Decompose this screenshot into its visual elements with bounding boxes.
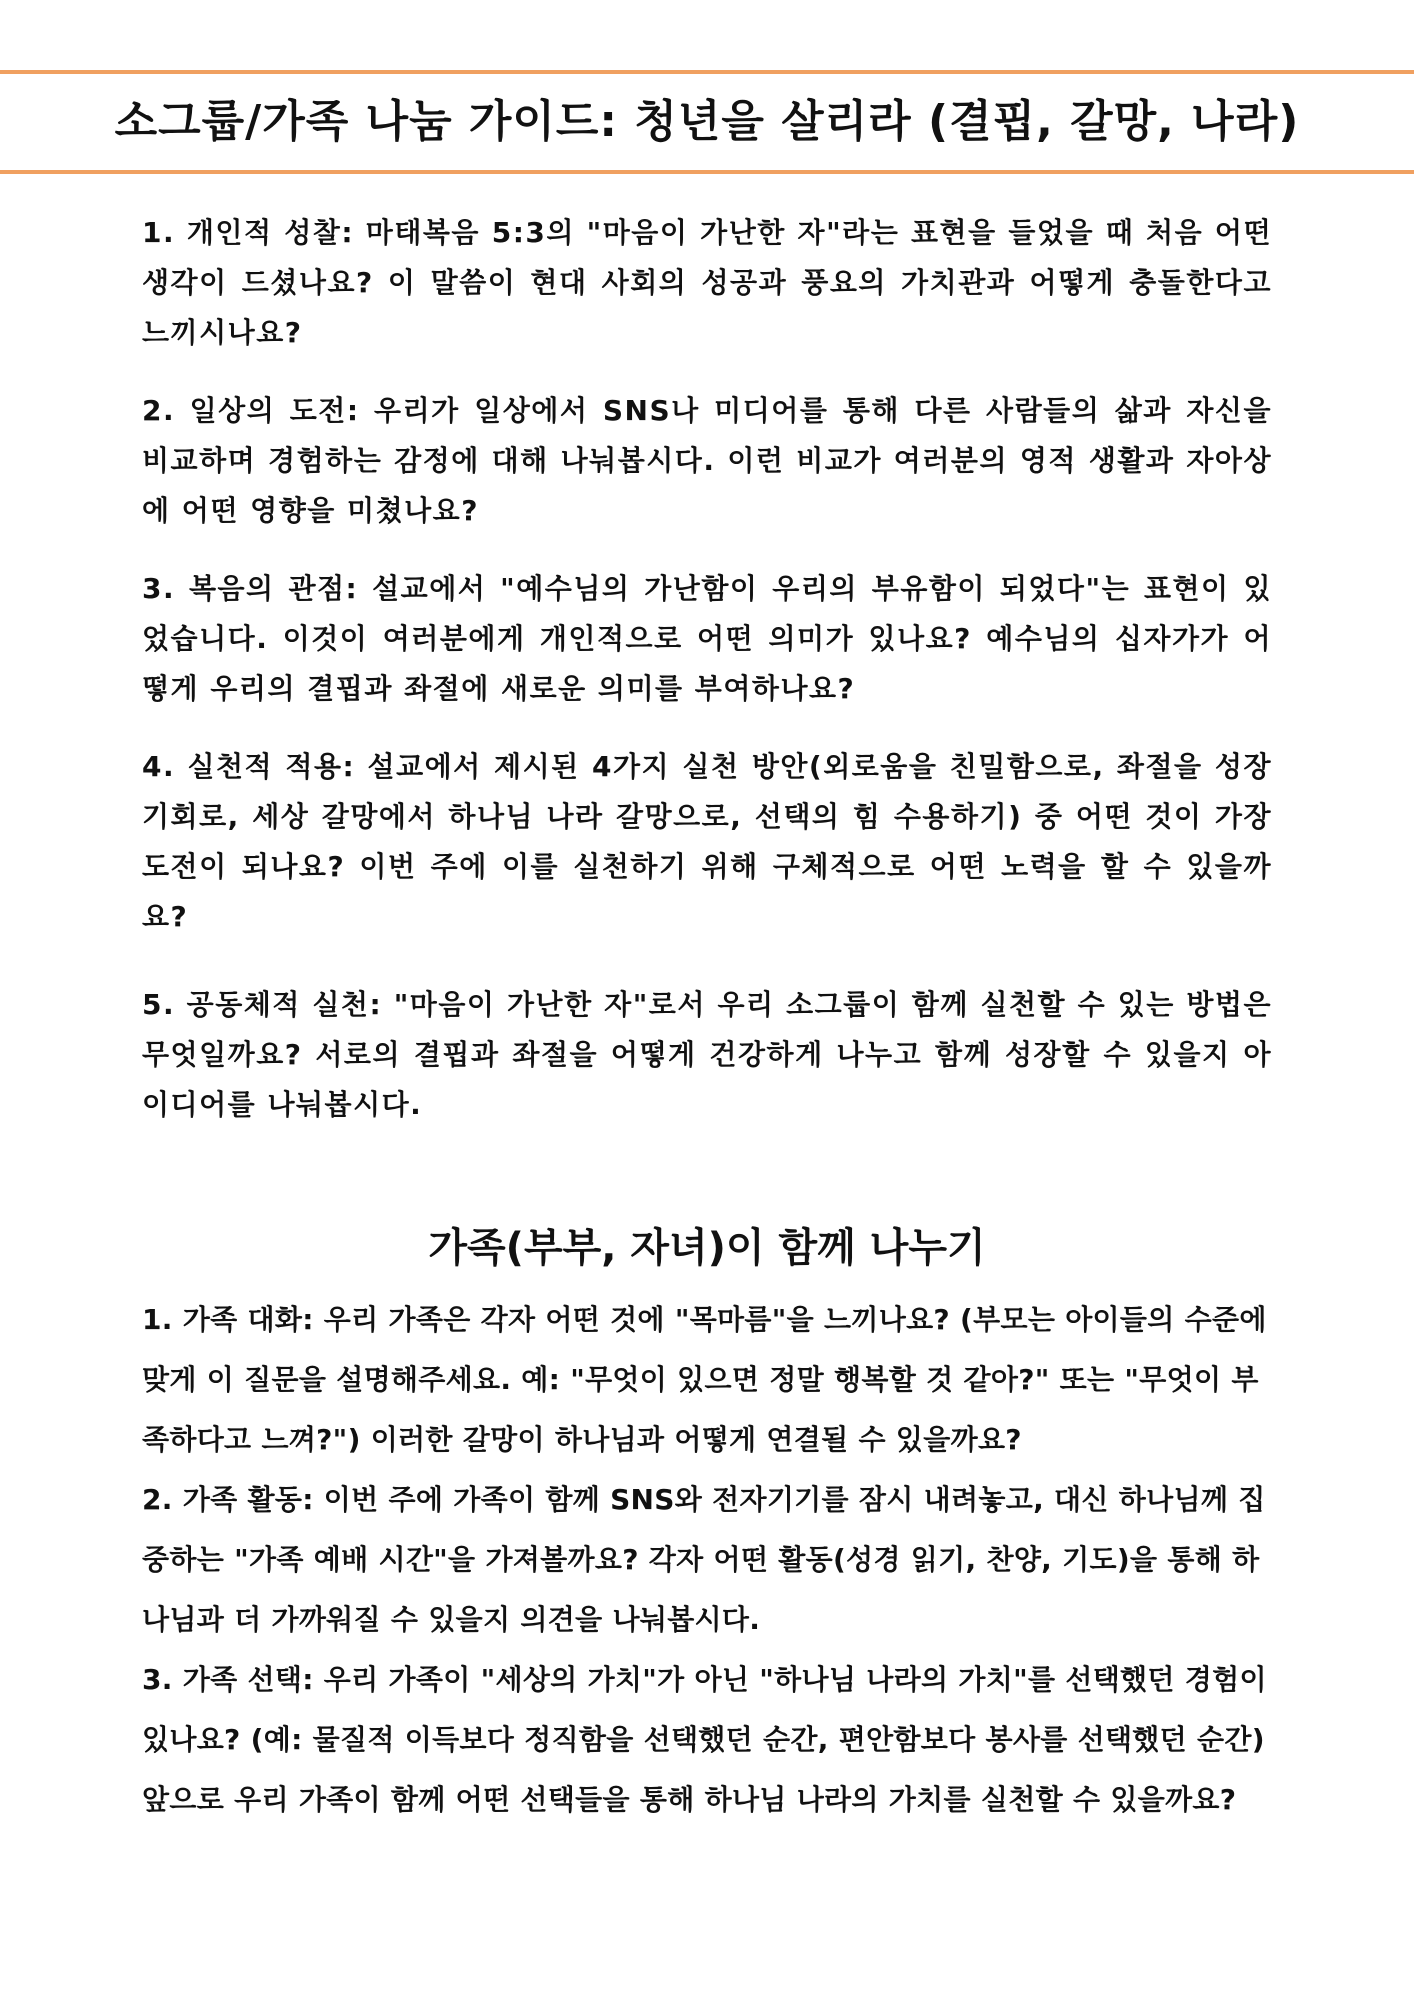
family-questions (142, 1290, 1272, 1830)
family-question-2: 2. 가족 활동: 이번 주에 가족이 함께 SNS와 전자기기를 잠시 내려놓고, 대신 하나님께 집중하는 "가족 예배 시간"을 가져볼까요? 각자 어떤 활동(성경 읽기, 찬양, 기도)을 통해 하나님과 더 가까워질 수 있을지 의견을 나눠봅시다. (142, 1483, 1266, 1636)
small-group-question-5: 5. 공동체적 실천: "마음이 가난한 자"로서 우리 소그룹이 함께 실천할 수 있는 방법은 무엇일까요? 서로의 결핍과 좌절을 어떻게 건강하게 나누고 함께 성장할 수 있을지 아이디어를 나눠봅시다. (142, 988, 1272, 1121)
family-section-heading: 가족(부부, 자녀)이 함께 나누기 (428, 1225, 986, 1271)
small-group-question-4: 4. 실천적 적용: 설교에서 제시된 4가지 실천 방안(외로움을 친밀함으로, 좌절을 성장 기회로, 세상 갈망에서 하나님 나라 갈망으로, 선택의 힘 수용하기) 중 어떤 것이 가장 도전이 되나요? 이번 주에 이를 실천하기 위해 구체적으로 어떤 노력을 할 수 있을까요? (142, 750, 1272, 933)
small-group-question-1: 1. 개인적 성찰: 마태복음 5:3의 "마음이 가난한 자"라는 표현을 들었을 때 처음 어떤 생각이 드셨나요? 이 말씀이 현대 사회의 성공과 풍요의 가치관과 어떻게 충돌한다고 느끼시나요? (142, 216, 1272, 349)
family-question-1: 1. 가족 대화: 우리 가족은 각자 어떤 것에 "목마름"을 느끼나요? (부모는 아이들의 수준에 맞게 이 질문을 설명해주세요. 예: "무엇이 있으면 정말 행복할 것 같아?" 또는 "무엇이 부족하다고 느껴?") 이러한 갈망이 하나님과 어떻게 연결될 수 있을까요? (142, 1303, 1267, 1456)
page-title: 소그룹/가족 나눔 가이드: 청년을 살리라 (결핍, 갈망, 나라) (114, 96, 1300, 147)
small-group-questions (142, 208, 1272, 1158)
title-band (0, 70, 1414, 174)
small-group-question-3: 3. 복음의 관점: 설교에서 "예수님의 가난함이 우리의 부유함이 되었다"는 표현이 있었습니다. 이것이 여러분에게 개인적으로 어떤 의미가 있나요? 예수님의 십자가가 어떻게 우리의 결핍과 좌절에 새로운 의미를 부여하나요? (142, 572, 1272, 705)
small-group-question-2: 2. 일상의 도전: 우리가 일상에서 SNS나 미디어를 통해 다른 사람들의 삶과 자신을 비교하며 경험하는 감정에 대해 나눠봅시다. 이런 비교가 여러분의 영적 생활과 자아상에 어떤 영향을 미쳤나요? (142, 394, 1272, 527)
family-question-3: 3. 가족 선택: 우리 가족이 "세상의 가치"가 아닌 "하나님 나라의 가치"를 선택했던 경험이 있나요? (예: 물질적 이득보다 정직함을 선택했던 순간, 편안함보다 봉사를 선택했던 순간) 앞으로 우리 가족이 함께 어떤 선택들을 통해 하나님 나라의 가치를 실천할 수 있을까요? (142, 1663, 1267, 1816)
